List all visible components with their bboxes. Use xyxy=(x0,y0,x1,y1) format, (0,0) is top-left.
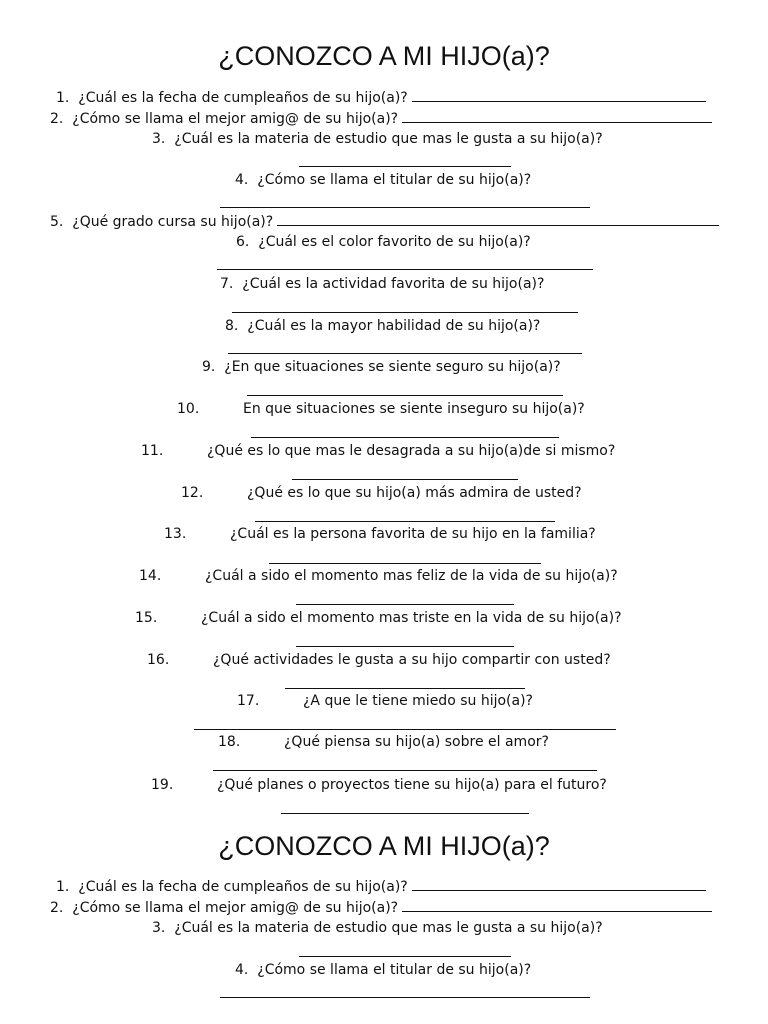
question-1 xyxy=(56,877,706,896)
question-number: 2. xyxy=(50,111,64,127)
question-8 xyxy=(225,317,540,335)
answer-line[interactable] xyxy=(255,521,555,522)
question-number: 7. xyxy=(220,276,234,292)
question-7 xyxy=(220,275,544,293)
answer-line[interactable] xyxy=(269,563,541,564)
answer-line[interactable] xyxy=(281,813,529,814)
question-number: 5. xyxy=(50,214,64,230)
question-12 xyxy=(247,484,582,502)
question-1 xyxy=(56,88,706,107)
question-15 xyxy=(201,609,622,627)
answer-blank[interactable] xyxy=(412,877,706,891)
worksheet-title: ¿CONOZCO A MI HIJO(a)? xyxy=(218,831,550,861)
question-text: ¿Qué actividades le gusta a su hijo compartir con usted? xyxy=(213,652,611,668)
question-number: 11. xyxy=(141,443,164,459)
question-number: 1. xyxy=(56,879,70,895)
question-number: 17. xyxy=(237,693,260,709)
question-text: ¿Cuál es la materia de estudio que mas le gusta a su hijo(a)? xyxy=(174,920,603,936)
question-10 xyxy=(243,400,585,418)
question-number: 15. xyxy=(135,610,158,626)
question-6 xyxy=(236,233,531,251)
question-5 xyxy=(50,212,719,231)
question-text: ¿Cuál es la actividad favorita de su hijo(a)? xyxy=(242,276,545,292)
question-text: ¿Cuál es el color favorito de su hijo(a)? xyxy=(258,234,531,250)
question-number: 1. xyxy=(56,90,70,106)
answer-line[interactable] xyxy=(285,688,525,689)
question-number: 2. xyxy=(50,900,64,916)
question-3 xyxy=(152,919,603,937)
answer-line[interactable] xyxy=(217,269,593,270)
worksheet-title: ¿CONOZCO A MI HIJO(a)? xyxy=(218,41,550,71)
answer-line[interactable] xyxy=(251,437,559,438)
question-number: 3. xyxy=(152,131,166,147)
question-text: ¿Cómo se llama el mejor amig@ de su hijo(a)? xyxy=(72,900,399,916)
question-text: ¿Qué planes o proyectos tiene su hijo(a) para el futuro? xyxy=(217,777,607,793)
question-text: ¿Cuál es la fecha de cumpleaños de su hijo(a)? xyxy=(78,90,408,106)
answer-line[interactable] xyxy=(299,956,511,957)
question-text: ¿Qué es lo que su hijo(a) más admira de usted? xyxy=(247,485,582,501)
question-text: ¿Cómo se llama el titular de su hijo(a)? xyxy=(257,172,532,188)
answer-line[interactable] xyxy=(220,997,590,998)
answer-line[interactable] xyxy=(292,479,518,480)
answer-blank[interactable] xyxy=(277,212,719,226)
question-number: 18. xyxy=(218,734,241,750)
question-number: 6. xyxy=(236,234,250,250)
question-number: 19. xyxy=(151,777,174,793)
question-number: 12. xyxy=(181,485,204,501)
question-11 xyxy=(207,442,615,460)
answer-line[interactable] xyxy=(194,729,616,730)
question-text: ¿Cuál es la fecha de cumpleaños de su hijo(a)? xyxy=(78,879,408,895)
question-number: 8. xyxy=(225,318,239,334)
question-text: ¿Cuál a sido el momento mas triste en la vida de su hijo(a)? xyxy=(201,610,622,626)
question-number: 13. xyxy=(164,526,187,542)
question-number: 4. xyxy=(235,172,249,188)
answer-blank[interactable] xyxy=(402,109,712,123)
question-text: ¿Cuál a sido el momento mas feliz de la vida de su hijo(a)? xyxy=(205,568,618,584)
question-text: ¿Cuál es la persona favorita de su hijo en la familia? xyxy=(230,526,596,542)
question-text: ¿A que le tiene miedo su hijo(a)? xyxy=(303,693,533,709)
question-2 xyxy=(50,109,712,128)
question-13 xyxy=(230,525,596,543)
answer-line[interactable] xyxy=(299,166,511,167)
question-16 xyxy=(213,651,611,669)
question-text: ¿Qué es lo que mas le desagrada a su hijo(a)de si mismo? xyxy=(207,443,616,459)
question-number: 14. xyxy=(139,568,162,584)
answer-line[interactable] xyxy=(232,312,578,313)
question-2 xyxy=(50,898,712,917)
answer-blank[interactable] xyxy=(402,898,712,912)
answer-line[interactable] xyxy=(247,395,563,396)
answer-line[interactable] xyxy=(228,353,582,354)
question-number: 9. xyxy=(202,359,216,375)
question-text: ¿Qué piensa su hijo(a) sobre el amor? xyxy=(284,734,549,750)
question-number: 16. xyxy=(147,652,170,668)
answer-blank[interactable] xyxy=(412,88,706,102)
question-text: ¿Cómo se llama el titular de su hijo(a)? xyxy=(257,962,532,978)
question-14 xyxy=(205,567,618,585)
question-18 xyxy=(284,733,549,751)
question-17 xyxy=(303,692,533,710)
question-text: ¿Cuál es la materia de estudio que mas le gusta a su hijo(a)? xyxy=(174,131,603,147)
question-4 xyxy=(235,961,531,979)
question-4 xyxy=(235,171,531,189)
question-9 xyxy=(202,358,561,376)
answer-line[interactable] xyxy=(296,646,514,647)
question-text: ¿Qué grado cursa su hijo(a)? xyxy=(72,214,274,230)
question-number: 3. xyxy=(152,920,166,936)
answer-line[interactable] xyxy=(213,770,597,771)
question-19 xyxy=(217,776,607,794)
answer-line[interactable] xyxy=(220,207,590,208)
question-text: En que situaciones se siente inseguro su hijo(a)? xyxy=(243,401,585,417)
question-text: ¿Cómo se llama el mejor amig@ de su hijo(a)? xyxy=(72,111,399,127)
question-text: ¿Cuál es la mayor habilidad de su hijo(a)? xyxy=(247,318,541,334)
answer-line[interactable] xyxy=(296,604,514,605)
question-number: 4. xyxy=(235,962,249,978)
question-number: 10. xyxy=(177,401,200,417)
question-3 xyxy=(152,130,603,148)
question-text: ¿En que situaciones se siente seguro su hijo(a)? xyxy=(224,359,561,375)
